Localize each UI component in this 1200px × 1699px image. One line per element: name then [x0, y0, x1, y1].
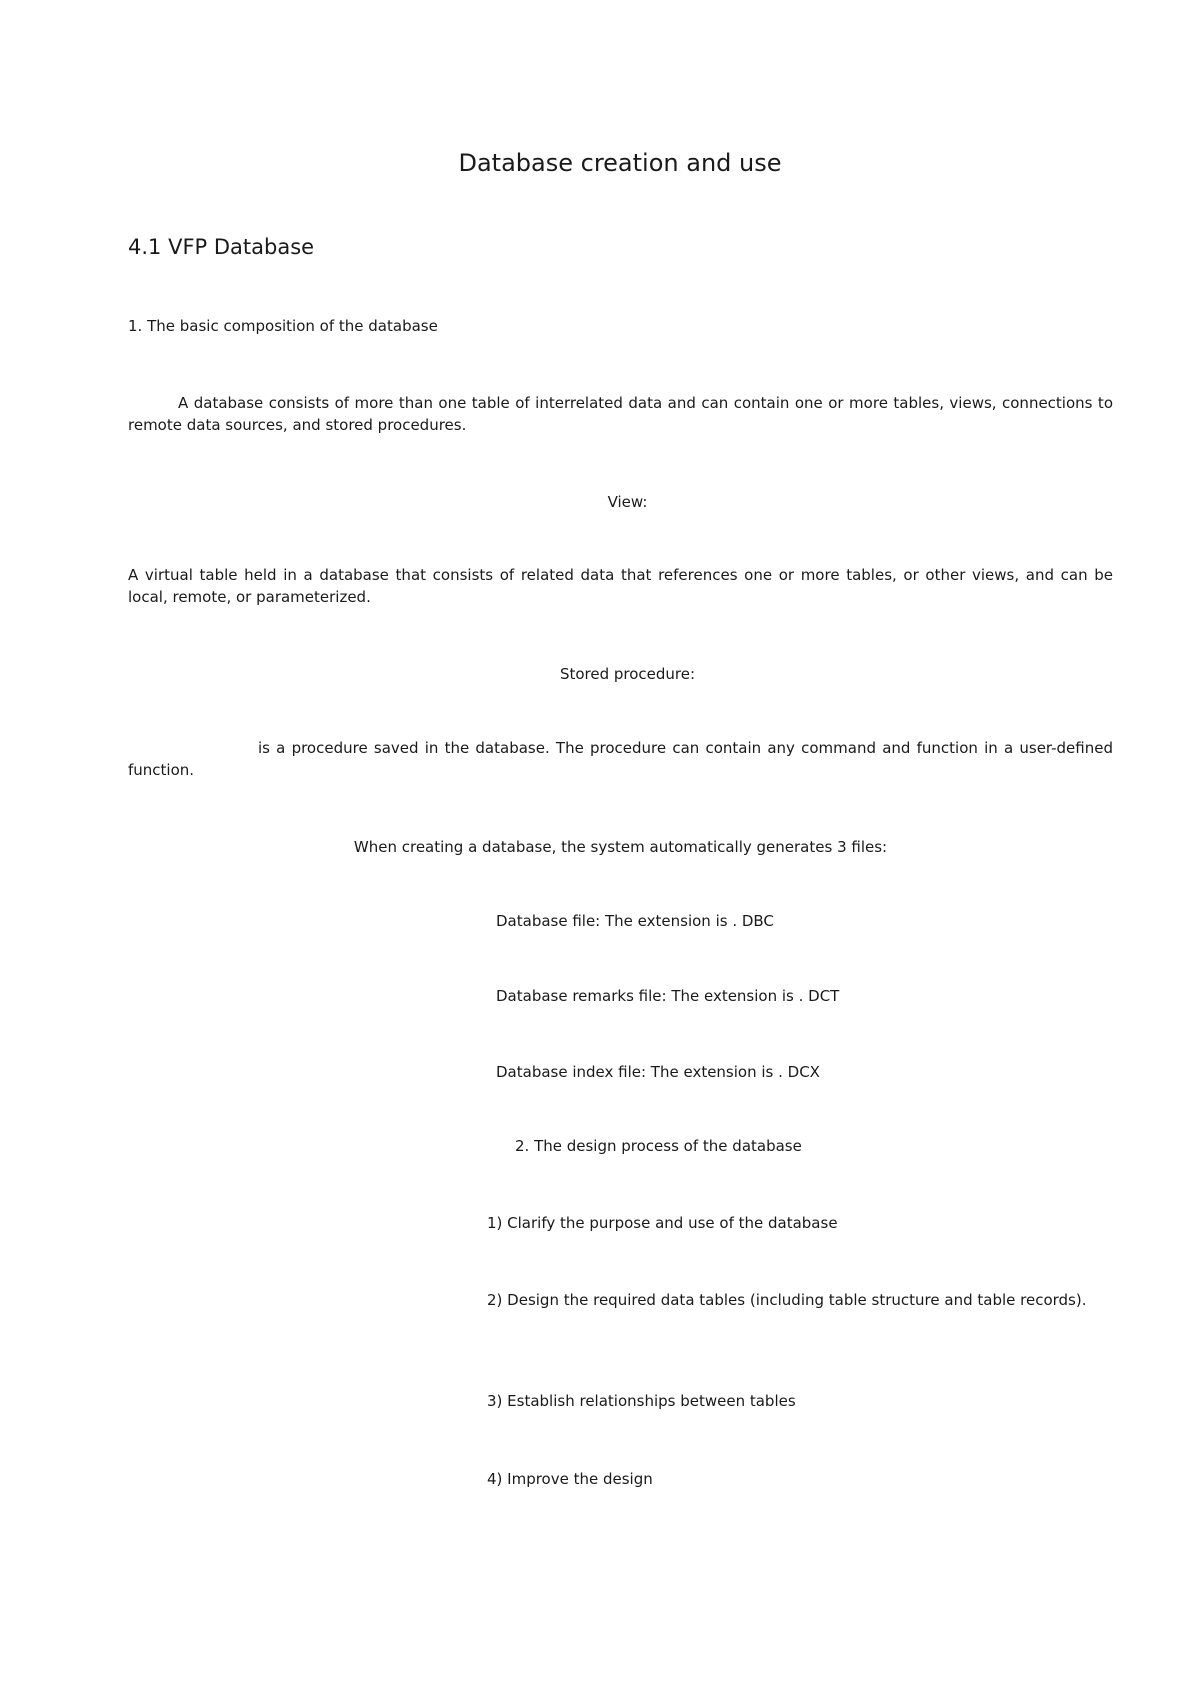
sub-heading-basic-composition: 1. The basic composition of the database — [128, 317, 438, 335]
view-definition: A virtual table held in a database that consists of related data that references one or more tables, or other views, and can be local, remote, or parameterized. — [128, 566, 1113, 606]
step-1: 1) Clarify the purpose and use of the database — [487, 1214, 838, 1232]
stored-procedure-definition: is a procedure saved in the database. The procedure can contain any command and function in a user-defined function. — [128, 739, 1113, 779]
document-title: Database creation and use — [458, 149, 782, 177]
file-dcx: Database index file: The extension is . DCX — [496, 1063, 820, 1081]
section-heading: 4.1 VFP Database — [128, 235, 315, 259]
files-intro: When creating a database, the system automatically generates 3 files: — [353, 838, 888, 856]
file-dct: Database remarks file: The extension is . DCT — [496, 987, 840, 1005]
step-4: 4) Improve the design — [487, 1470, 653, 1488]
view-label: View: — [607, 493, 648, 511]
step-2: 2) Design the required data tables (including table structure and table records). — [487, 1291, 1087, 1309]
step-3: 3) Establish relationships between tables — [487, 1392, 796, 1410]
stored-procedure-label: Stored procedure: — [559, 665, 696, 683]
intro-paragraph: A database consists of more than one table of interrelated data and can contain one or more tables, views, connections to remote data sources, and stored procedures. — [128, 394, 1113, 434]
sub-heading-design-process: 2. The design process of the database — [515, 1137, 802, 1155]
file-dbc: Database file: The extension is . DBC — [496, 912, 774, 930]
